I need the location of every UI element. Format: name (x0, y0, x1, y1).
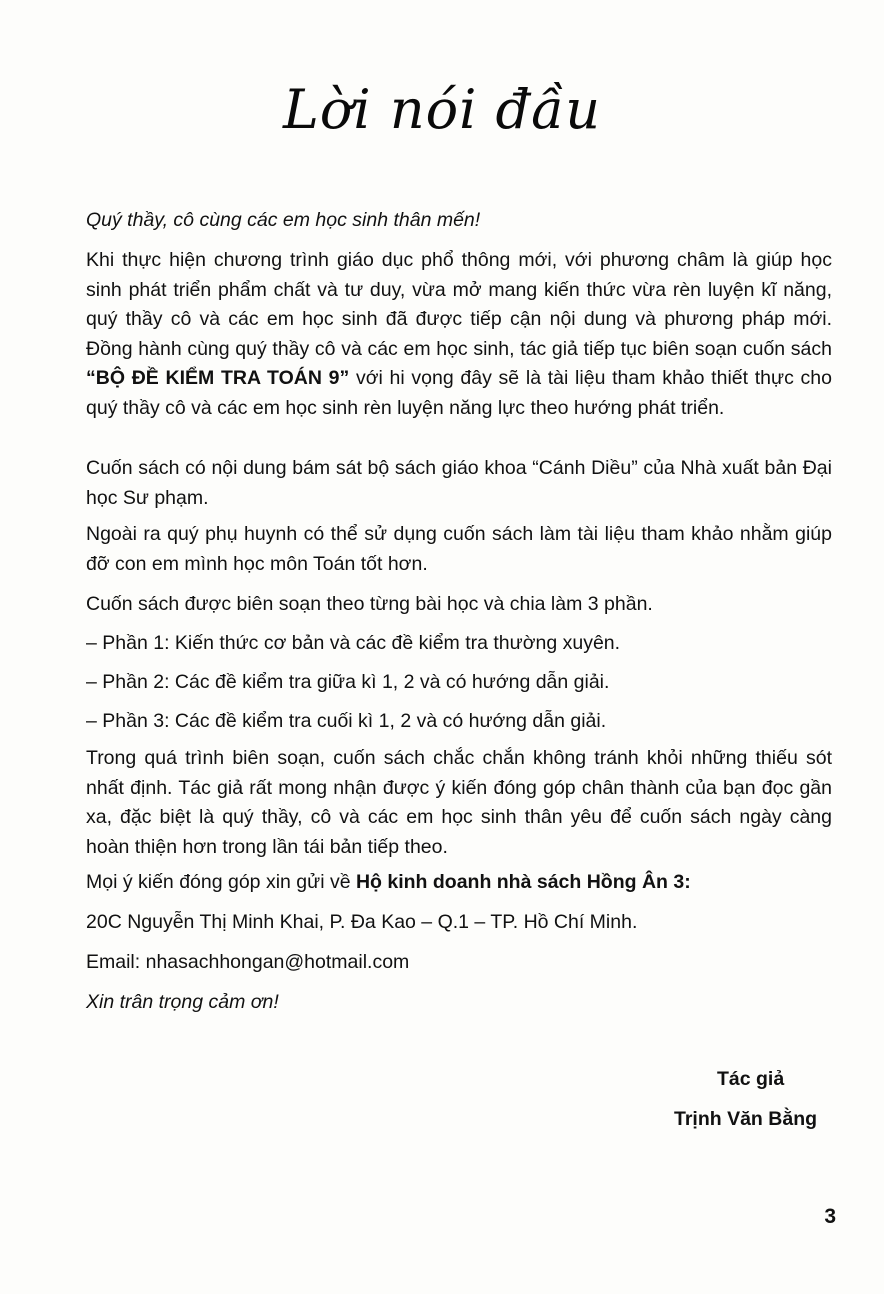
book-title: “BỘ ĐỀ KIỂM TRA TOÁN 9” (86, 367, 350, 389)
paragraph-intro-post: với hi vọng đây sẽ là tài liệu tham khảo thiết thực cho quý thầy cô và các em học sinh rèn luyện năng lực theo hướng phát triển. (86, 367, 832, 419)
page-title: Lời nói đầu (283, 78, 601, 141)
address-line: 20C Nguyễn Thị Minh Khai, P. Đa Kao – Q.1 – TP. Hồ Chí Minh. (86, 911, 638, 933)
contact-pre: Mọi ý kiến đóng góp xin gửi về (86, 871, 356, 893)
email-line: Email: nhasachhongan@hotmail.com (86, 951, 410, 973)
publisher-name: Hộ kinh doanh nhà sách Hồng Ân 3: (355, 871, 691, 893)
paragraph-intro-pre: Khi thực hiện chương trình giáo dục phổ thông mới, với phương châm là giúp học sinh phát triển phẩm chất và tư duy, vừa mở mang kiến thức vừa rèn luyện kĩ năng, quý thầy cô và các em học sinh đã được tiếp cận nội dung và phương pháp mới. Đồng hành cùng quý thầy cô và các em học sinh, tác giả tiếp tục biên soạn cuốn sách (86, 249, 832, 360)
paragraph-feedback: Trong quá trình biên soạn, cuốn sách chắc chắn không tránh khỏi những thiếu sót nhất định. Tác giả rất mong nhận được ý kiến đóng góp chân thành của bạn đọc gần xa, đặc biệt là quý thầy, cô và các em học sinh thân yêu để cuốn sách ngày càng hoàn thiện hơn trong lần tái bản tiếp theo. (86, 747, 832, 858)
signature-role: Tác giả (717, 1068, 785, 1090)
paragraph-structure: Cuốn sách được biên soạn theo từng bài học và chia làm 3 phần. (86, 593, 653, 615)
part-1-item: – Phần 1: Kiến thức cơ bản và các đề kiểm tra thường xuyên. (86, 632, 621, 654)
thanks-line: Xin trân trọng cảm ơn! (86, 991, 279, 1013)
signature-name: Trịnh Văn Bằng (674, 1108, 818, 1130)
paragraph-intro (86, 246, 832, 423)
greeting: Quý thầy, cô cùng các em học sinh thân mến! (86, 209, 481, 231)
part-3-item: – Phần 3: Các đề kiểm tra cuối kì 1, 2 và có hướng dẫn giải. (86, 710, 607, 732)
part-2-item: – Phần 2: Các đề kiểm tra giữa kì 1, 2 và có hướng dẫn giải. (86, 671, 610, 693)
paragraph-parents: Ngoài ra quý phụ huynh có thể sử dụng cuốn sách làm tài liệu tham khảo nhằm giúp đỡ con em mình học môn Toán tốt hơn. (86, 523, 832, 575)
page-number: 3 (824, 1205, 836, 1228)
paragraph-textbook: Cuốn sách có nội dung bám sát bộ sách giáo khoa “Cánh Diều” của Nhà xuất bản Đại học Sư phạm. (86, 457, 832, 509)
contact-line (86, 868, 832, 898)
